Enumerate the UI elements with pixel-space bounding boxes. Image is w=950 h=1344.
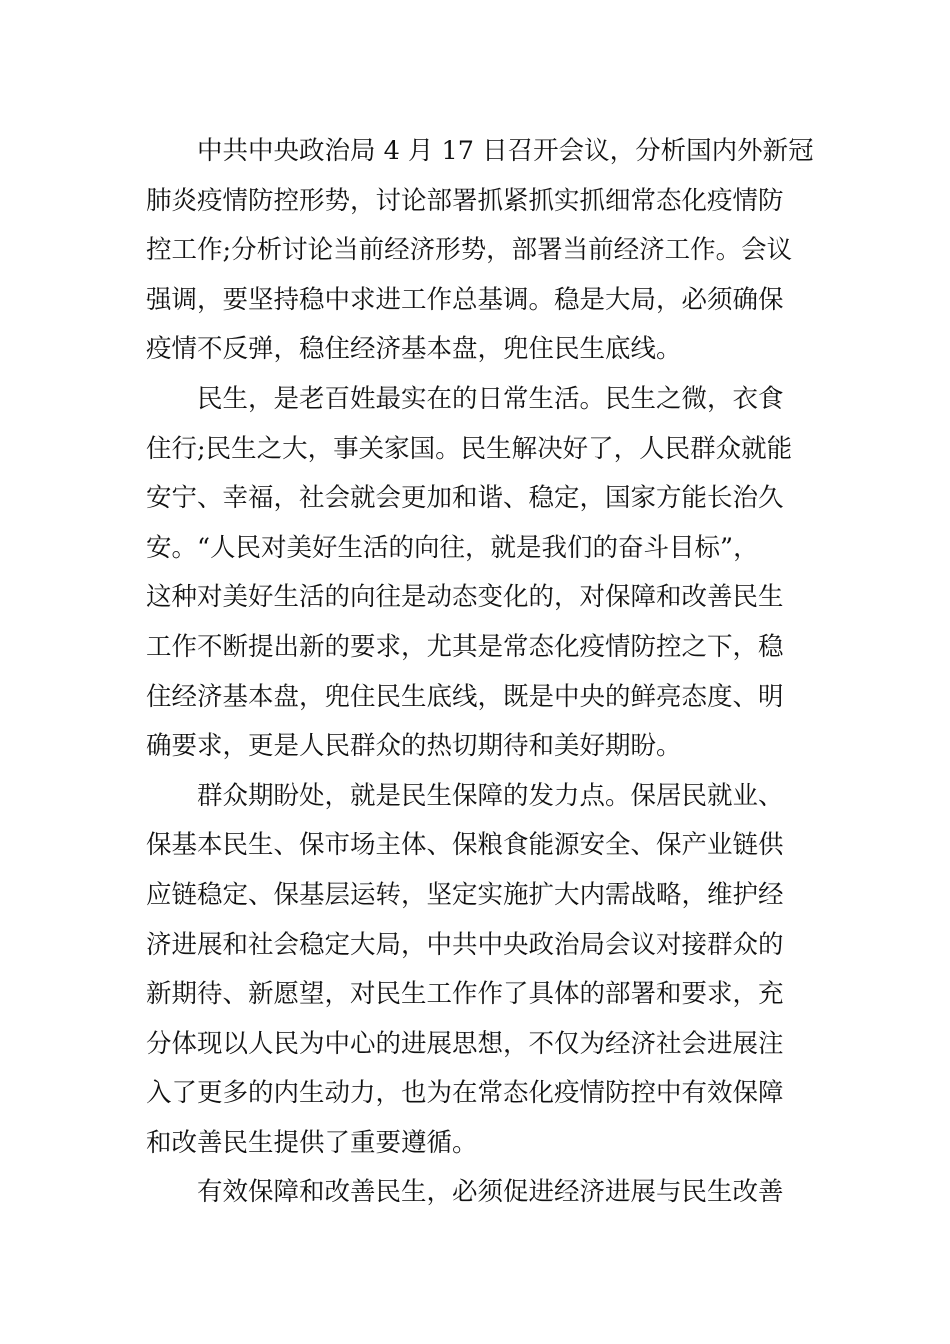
paragraph-line: 住经济基本盘，兜住民生底线，既是中央的鲜亮态度、明 [146, 681, 784, 712]
paragraph-line: 这种对美好生活的向往是动态变化的，对保障和改善民生 [146, 582, 784, 613]
paragraph-2 [146, 375, 806, 772]
paragraph-line: 入了更多的内生动力，也为在常态化疫情防控中有效保障 [146, 1078, 784, 1109]
paragraph-line: 肺炎疫情防控形势，讨论部署抓紧抓实抓细常态化疫情防 [146, 185, 784, 216]
paragraph-line: 工作不断提出新的要求，尤其是常态化疫情防控之下，稳 [146, 631, 784, 662]
paragraph-line: 安宁、幸福，社会就会更加和谐、稳定，国家方能长治久 [146, 483, 784, 514]
paragraph-line: 中共中央政治局 4 月 17 日召开会议，分析国内外新冠 [197, 136, 814, 166]
paragraph-line: 确要求，更是人民群众的热切期待和美好期盼。 [146, 731, 682, 762]
paragraph-line: 疫情不反弹，稳住经济基本盘，兜住民生底线。 [146, 334, 682, 365]
paragraph-line: 住行;民生之大，事关家国。民生解决好了，人民群众就能 [146, 433, 793, 464]
paragraph-line: 群众期盼处，就是民生保障的发力点。保居民就业、 [197, 780, 784, 811]
paragraph-4 [146, 1168, 806, 1218]
paragraph-line: 应链稳定、保基层运转，坚定实施扩大内需战略，维护经 [146, 879, 784, 910]
paragraph-line: 民生，是老百姓最实在的日常生活。民生之微，衣食 [197, 383, 784, 414]
paragraph-1 [146, 127, 814, 375]
paragraph-line: 控工作;分析讨论当前经济形势，部署当前经济工作。会议 [146, 235, 793, 266]
paragraph-line: 有效保障和改善民生，必须促进经济进展与民生改善 [197, 1177, 784, 1208]
paragraph-3 [146, 772, 806, 1169]
paragraph-line: 新期待、新愿望，对民生工作作了具体的部署和要求，充 [146, 979, 784, 1010]
paragraph-line: 保基本民生、保市场主体、保粮食能源安全、保产业链供 [146, 830, 784, 861]
paragraph-line: 和改善民生提供了重要遵循。 [146, 1127, 478, 1158]
paragraph-line: 济进展和社会稳定大局，中共中央政治局会议对接群众的 [146, 929, 784, 960]
paragraph-line: 安。“人民对美好生活的向往，就是我们的奋斗目标”， [146, 532, 759, 563]
document-body [146, 127, 814, 1218]
paragraph-line: 强调，要坚持稳中求进工作总基调。稳是大局，必须确保 [146, 284, 784, 315]
paragraph-line: 分体现以人民为中心的进展思想，不仅为经济社会进展注 [146, 1028, 784, 1059]
